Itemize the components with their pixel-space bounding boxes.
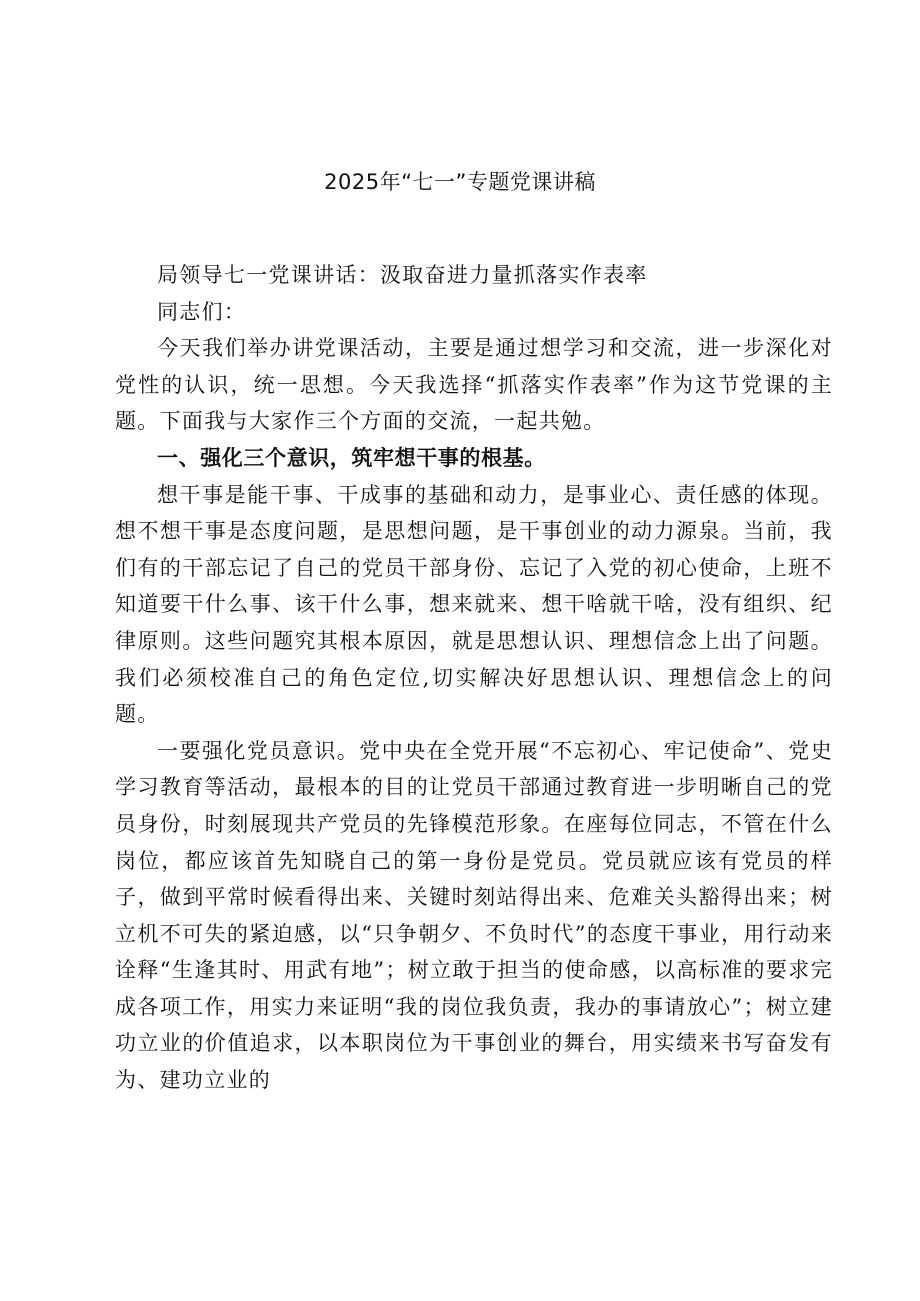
document-body [115,257,833,1099]
section-1-paragraph: 一要强化党员意识。党中央在全党开展“不忘初心、牢记使命”、党史学习教育等活动，最根本的目的让党员干部通过教育进一步明晰自己的党员身份，时刻展现共产党员的先锋模范形象。在座每位同志，不管在什么岗位，都应该首先知晓自己的第一身份是党员。党员就应该有党员的样子，做到平常时候看得出来、关键时刻站得出来、危难关头豁得出来；树立机不可失的紧迫感，以“只争朝夕、不负时代”的态度干事业，用行动来诠释“生逢其时、用武有地”；树立敢于担当的使命感，以高标准的要求完成各项工作，用实力来证明“我的岗位我负责，我办的事请放心”；树立建功立业的价值追求，以本职岗位为干事创业的舞台，用实绩来书写奋发有为、建功立业的 [115,738,833,1093]
document-title: 2025年“七一”专题党课讲稿 [324,170,596,194]
document-subtitle: 局领导七一党课讲话：汲取奋进力量抓落实作表率 [157,263,648,287]
section-heading-1: 一、强化三个意识，筑牢想干事的根基。 [157,445,546,470]
intro-paragraph: 今天我们举办讲党课活动，主要是通过想学习和交流，进一步深化对党性的认识，统一思想。今天我选择“抓落实作表率”作为这节党课的主题。下面我与大家作三个方面的交流，一起共勉。 [115,336,833,434]
salutation: 同志们： [157,299,247,324]
section-1-paragraph: 想干事是能干事、干成事的基础和动力，是事业心、责任感的体现。想不想干事是态度问题，是思想问题，是干事创业的动力源泉。当前，我们有的干部忘记了自己的党员干部身份、忘记了入党的初心使命，上班不知道要干什么事、该干什么事，想来就来、想干啥就干啥，没有组织、纪律原则。这些问题究其根本原因，就是思想认识、理想信念上出了问题。我们必须校准自己的角色定位,切实解决好思想认识、理想信念上的问题。 [115,482,833,727]
